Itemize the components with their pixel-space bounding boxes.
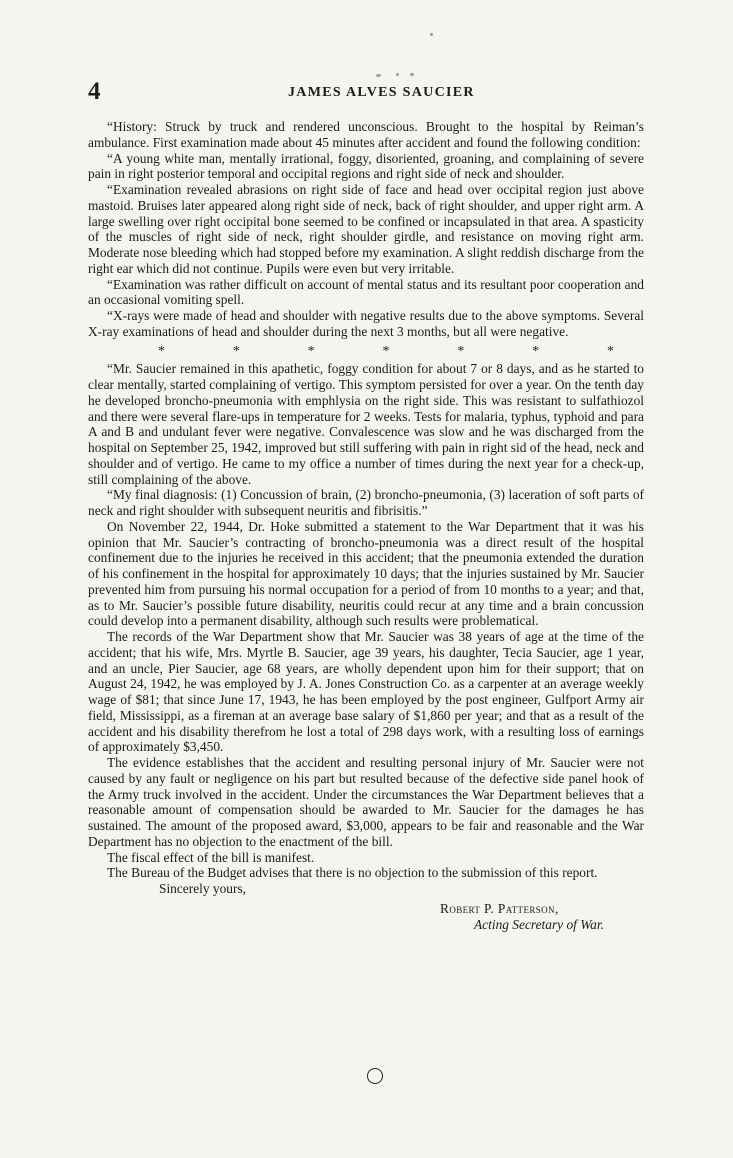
paragraph: The records of the War Department show that Mr. Saucier was 38 years of age at the time of the accident; that his wife, Mrs. Myrtle B. Saucier, age 39 years, his daughter, Tecia Saucier, age 1 year, and an uncle, Pier Saucier, age 68 years, are wholly dependent upon him for their support; that on August 24, 1942, he was employed by J. A. Jones Construction Co. as a carpenter at an average weekly wage of $81; that since June 17, 1943, he has been employed by the post engineer, Gulfport Army air field, Mississippi, as a fireman at an average base salary of $1,860 per year; and that as a result of the accident and his disability therefrom he lost a total of 298 days work, with a resulting loss of earnings of approximately $3,450. — [88, 629, 644, 755]
paragraph: “History: Struck by truck and rendered unconscious. Brought to the hospital by Reiman’s ambulance. First examination made about 45 minutes after accident and found the following condition: — [88, 119, 644, 150]
paragraph: “Mr. Saucier remained in this apathetic, foggy condition for about 7 or 8 days, and as he started to clear mentally, started complaining of vertigo. This symptom persisted for over a year. On the tenth day he developed broncho-pneumonia with emphlysia on the right side. This was resistant to sulfathiozol and there were several flare-ups in temperature for 2 weeks. Tests for malaria, typhus, typhoid and para A and B and undulant fever were negative. Convalescence was slow and he was discharged from the hospital on September 25, 1942, improved but still suffering with pain in right sid of the head, neck and shoulder and of vertigo. He came to my office a number of times during the next year for a check-up, still complaining of the above. — [88, 361, 644, 487]
asterisk: * — [232, 343, 240, 359]
asterisk: * — [606, 343, 614, 359]
paragraph: The evidence establishes that the accident and resulting personal injury of Mr. Saucier were not caused by any fault or negligence on his part but resulted because of the defective side panel hook of the Army truck involved in the accident. Under the circumstances the War Department believes that a reasonable amount of compensation should be awarded to Mr. Saucier for the damages he has sustained. The amount of the proposed award, $3,000, appears to be fair and reasonable and the War Department has no objection to the enactment of the bill. — [88, 755, 644, 849]
print-speck — [396, 73, 399, 76]
paragraph: “Examination revealed abrasions on right side of face and head over occipital region just above mastoid. Bruises later appeared along right side of neck, back of right shoulder, and upper right arm. A large swelling over right occipital bone seemed to be confined or incapsulated in that area. A spasticity of the muscles of right side of neck, right shoulder girdle, and resistance on moving right arm. Moderate nose bleeding which had stopped before my examination. A slight reddish discharge from the right ear which did not continue. Pupils were even but very irritable. — [88, 182, 644, 276]
paragraph: “X-rays were made of head and shoulder with negative results due to the above symptoms. Several X-ray examinations of head and shoulder during the next 3 months, but all were negative. — [88, 308, 644, 339]
signatory-name: Robert P. Patterson, — [440, 900, 559, 916]
signature-block — [88, 901, 644, 933]
running-title: JAMES ALVES SAUCIER — [288, 85, 475, 100]
asterisk: * — [532, 343, 540, 359]
paragraph: “A young white man, mentally irrational, foggy, disoriented, groaning, and complaining of severe pain in right posterior temporal and occipital regions and right side of neck and shoulder. — [88, 150, 644, 182]
signatory-title: Acting Secretary of War. — [474, 916, 604, 932]
document-body — [88, 119, 644, 932]
print-speck — [430, 33, 433, 36]
paragraph: The Bureau of the Budget advises that there is no objection to the submission of this report. — [107, 865, 598, 881]
asterisk: * — [307, 343, 315, 359]
print-speck — [376, 74, 381, 77]
page-header — [88, 78, 648, 106]
paragraph: “My final diagnosis: (1) Concussion of brain, (2) broncho-pneumonia, (3) laceration of soft parts of neck and right shoulder with subsequent neuritis and fibrisitis.” — [88, 487, 644, 518]
paragraph: On November 22, 1944, Dr. Hoke submitted a statement to the War Department that it was his opinion that Mr. Saucier’s contracting of broncho-pneumonia was a direct result of the hospital confinement due to the injuries he received in this accident; that the pneumonia extended the duration of his confinement in the hospital for approximately 10 days; that the injuries sustained by Mr. Saucier prevented him from pursuing his normal occupation for a period of from 10 months to a year; and that, as to Mr. Saucier’s possible future disability, neuritis could recur at any time and a brain concussion could develop into a permanent disability, although such results were problematical. — [88, 518, 644, 629]
page-number: 4 — [88, 78, 101, 105]
asterisk: * — [382, 343, 390, 359]
end-ornament-circle — [367, 1068, 383, 1084]
omission-asterisks — [88, 344, 644, 360]
asterisk: * — [158, 343, 165, 359]
closing-salutation: Sincerely yours, — [159, 881, 247, 896]
paragraph: “Examination was rather difficult on account of mental status and its resultant poor cooperation and an occasional vomiting spell. — [88, 276, 644, 308]
print-speck — [410, 73, 414, 76]
asterisk: * — [457, 343, 465, 359]
paragraph: The fiscal effect of the bill is manifest. — [107, 849, 315, 865]
